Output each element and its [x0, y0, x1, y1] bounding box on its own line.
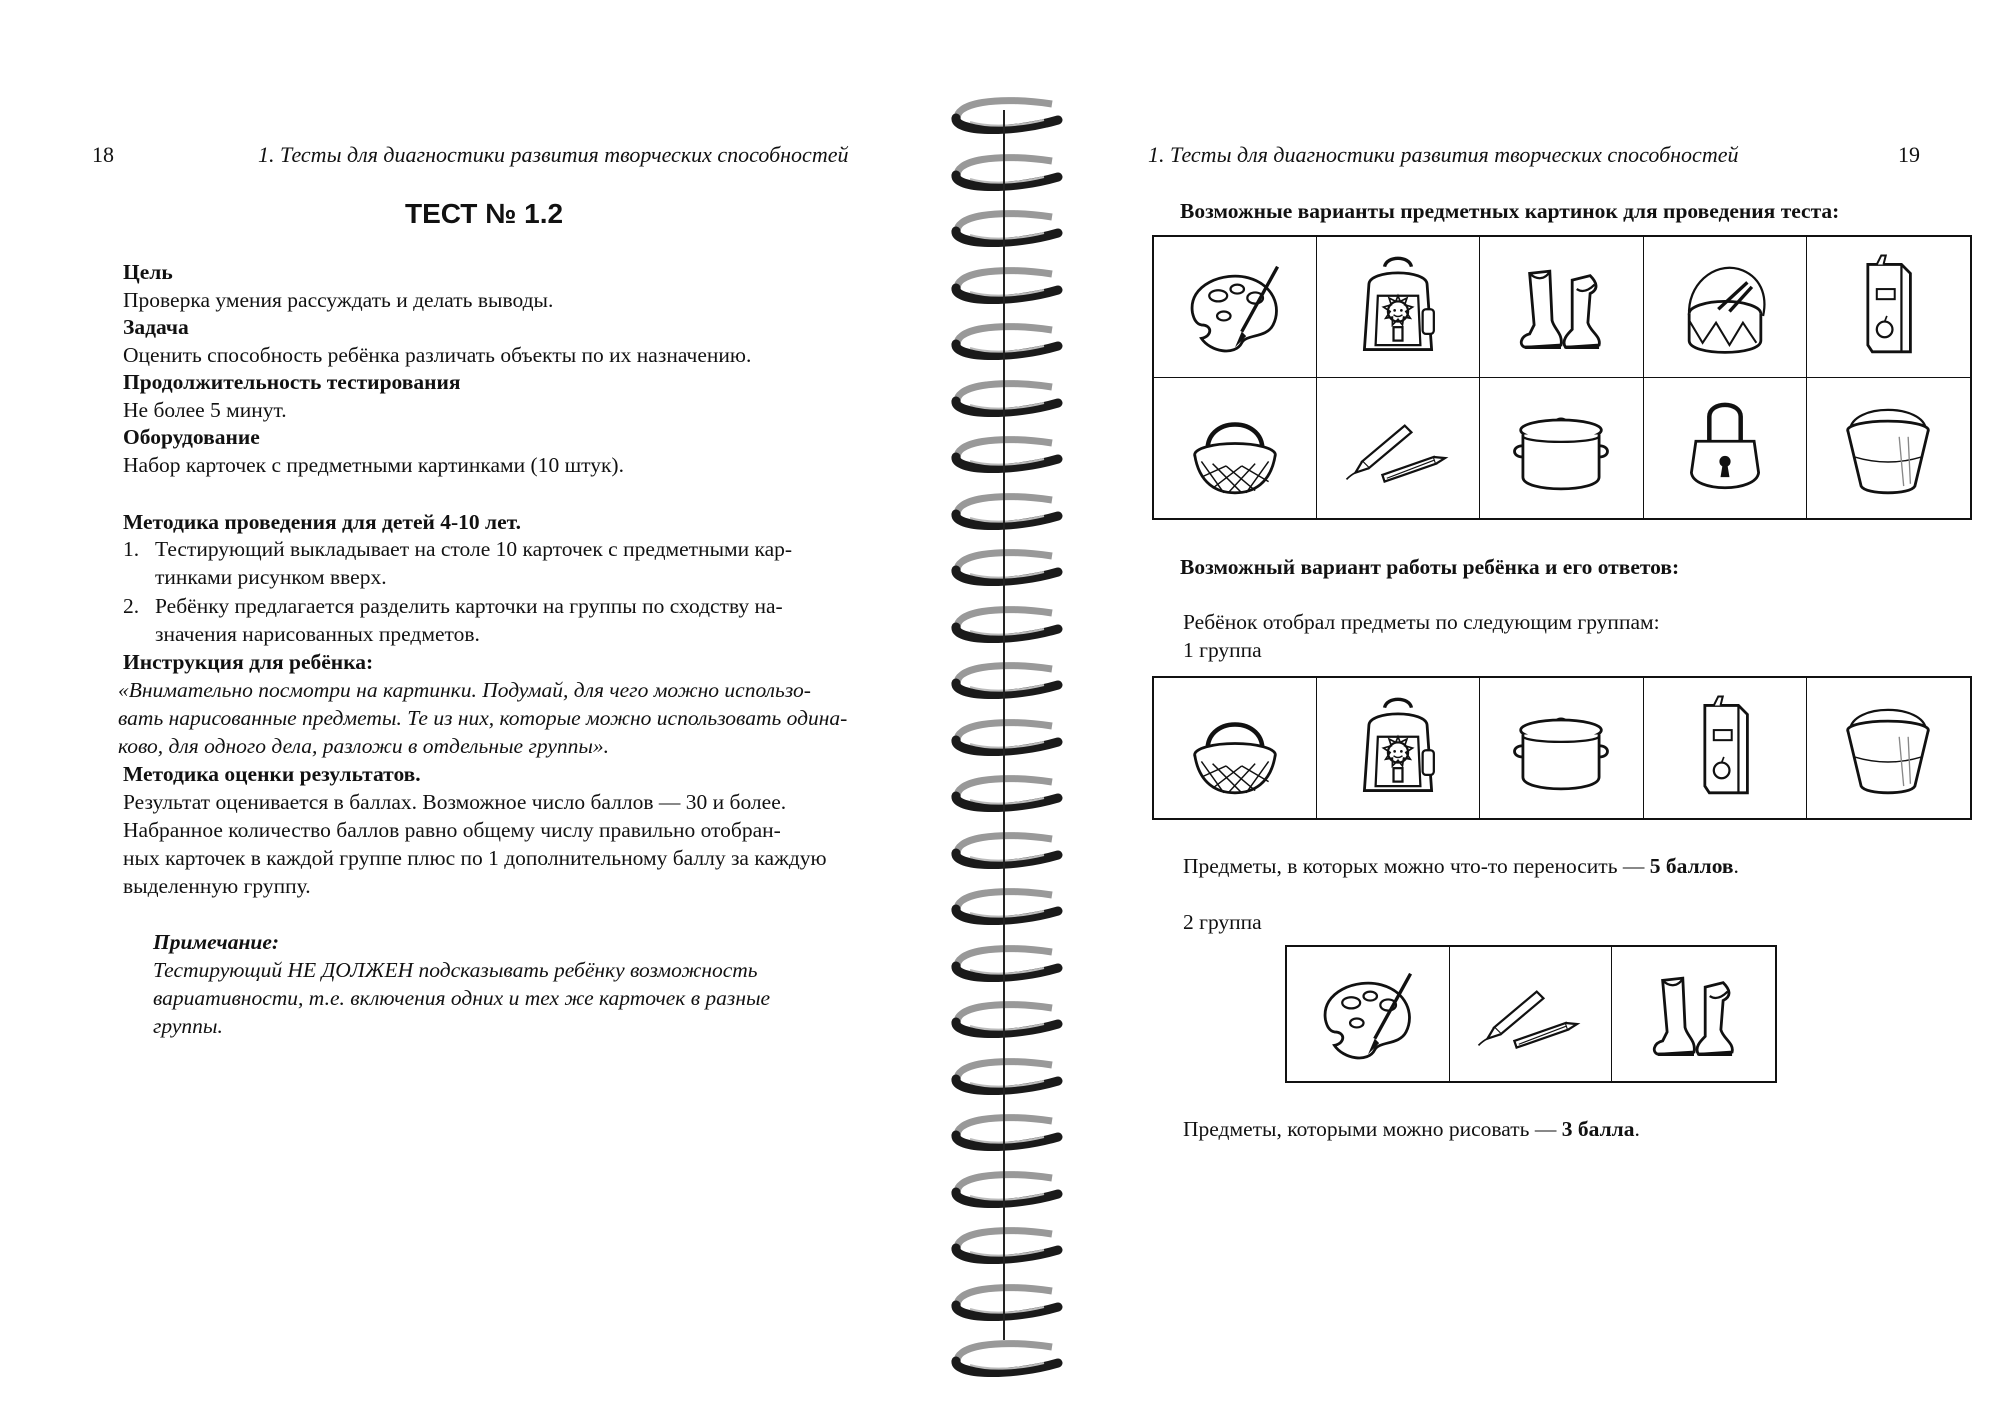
palette-icon [1312, 958, 1424, 1070]
bucket-icon [1832, 392, 1944, 504]
binding-ring [940, 318, 1070, 364]
pencils-icon [1342, 392, 1454, 504]
binding-ring [940, 375, 1070, 421]
goal-label: Цель [123, 260, 173, 284]
binding-ring [940, 1222, 1070, 1268]
note-line: Тестирующий НЕ ДОЛЖЕН подсказывать ребёнку возможность [153, 958, 758, 982]
binding-ring [940, 544, 1070, 590]
evaluation-line: выделенную группу. [123, 874, 311, 898]
group2-grid [1285, 945, 1777, 1083]
note-line: группы. [153, 1014, 223, 1038]
step-text: Тестирующий выкладывает на столе 10 карточек с предметными кар- [155, 537, 793, 561]
step-number: 1. [123, 537, 140, 561]
group2-period: . [1634, 1117, 1640, 1141]
bucket-icon [1832, 692, 1944, 804]
binding-ring [940, 431, 1070, 477]
binding-ring [940, 714, 1070, 760]
group1-card [1480, 678, 1643, 818]
left-page [0, 0, 960, 1417]
equipment-label: Оборудование [123, 425, 260, 449]
binding-ring [940, 940, 1070, 986]
evaluation-line: Результат оценивается в баллах. Возможное число баллов — 30 и более. [123, 790, 787, 814]
answer-heading: Возможный вариант работы ребёнка и его ответов: [1180, 555, 1680, 579]
step-text-cont: значения нарисованных предметов. [155, 622, 480, 646]
instruction-line: «Внимательно посмотри на картинки. Подумай, для чего можно использо- [118, 678, 811, 702]
group2-label: 2 группа [1183, 910, 1262, 934]
page-number-right: 19 [1898, 142, 1920, 167]
variant-card [1154, 378, 1317, 519]
running-head-right: 1. Тесты для диагностики развития творческих способностей [1148, 142, 1739, 167]
running-head-left: 1. Тесты для диагностики развития творческих способностей [258, 142, 849, 167]
drum-icon [1669, 251, 1781, 363]
binding-ring [940, 262, 1070, 308]
task-text: Оценить способность ребёнка различать объекты по их назначению. [123, 343, 752, 367]
binding-ring [940, 92, 1070, 138]
juice-box-icon [1832, 251, 1944, 363]
step-number: 2. [123, 594, 140, 618]
variant-card [1807, 237, 1970, 378]
binding-ring [940, 1053, 1070, 1099]
binding-ring [940, 657, 1070, 703]
pot-icon [1505, 692, 1617, 804]
group2-card [1612, 947, 1775, 1081]
group1-grid [1152, 676, 1972, 820]
binding-ring [940, 488, 1070, 534]
binding-ring [940, 770, 1070, 816]
variant-card [1480, 237, 1643, 378]
group1-card [1154, 678, 1317, 818]
binding-ring [940, 205, 1070, 251]
group1-period: . [1733, 854, 1739, 878]
binding-ring [940, 827, 1070, 873]
instruction-label: Инструкция для ребёнка: [123, 650, 374, 674]
group1-caption-text: Предметы, в которых можно что-то переносить — [1183, 854, 1650, 878]
binding-ring [940, 601, 1070, 647]
group1-points: 5 баллов [1649, 854, 1734, 878]
variants-heading: Возможные варианты предметных картинок для проведения теста: [1180, 199, 1840, 223]
step-text: Ребёнку предлагается разделить карточки на группы по сходству на- [155, 594, 783, 618]
answer-intro: Ребёнок отобрал предметы по следующим группам: [1183, 610, 1660, 634]
pencils-icon [1474, 958, 1586, 1070]
instruction-line: вать нарисованные предметы. Те из них, которые можно использовать одина- [118, 706, 848, 730]
binding-ring [940, 996, 1070, 1042]
evaluation-label: Методика оценки результатов. [123, 762, 421, 786]
variant-card [1154, 237, 1317, 378]
basket-icon [1179, 392, 1291, 504]
test-title: ТЕСТ № 1.2 [405, 198, 564, 229]
task-label: Задача [123, 315, 189, 339]
boots-icon [1505, 251, 1617, 363]
binding-ring [940, 1166, 1070, 1212]
boots-icon [1638, 958, 1750, 1070]
group2-caption [1183, 1115, 1640, 1143]
padlock-icon [1669, 392, 1781, 504]
method-label: Методика проведения для детей 4-10 лет. [123, 510, 521, 534]
variant-card [1644, 378, 1807, 519]
instruction-line: ково, для одного дела, разложи в отдельные группы». [118, 734, 610, 758]
duration-label: Продолжительность тестирования [123, 370, 461, 394]
binding-ring [940, 1335, 1070, 1381]
evaluation-line: Набранное количество баллов равно общему числу правильно отобран- [123, 818, 781, 842]
group1-card [1807, 678, 1970, 818]
spiral-binding [940, 80, 1070, 1380]
group1-caption [1183, 852, 1739, 880]
duration-text: Не более 5 минут. [123, 398, 287, 422]
group1-card [1317, 678, 1480, 818]
equipment-text: Набор карточек с предметными картинками (10 штук). [123, 453, 624, 477]
binding-ring [940, 1279, 1070, 1325]
variant-card [1317, 237, 1480, 378]
group1-label: 1 группа [1183, 638, 1262, 662]
group1-card [1644, 678, 1807, 818]
note-label: Примечание: [153, 930, 280, 954]
step-text-cont: тинками рисунком вверх. [155, 565, 387, 589]
evaluation-line: ных карточек в каждой группе плюс по 1 дополнительному баллу за каждую [123, 846, 827, 870]
group2-card [1287, 947, 1450, 1081]
page-number-left: 18 [92, 142, 114, 167]
group2-points: 3 балла [1561, 1117, 1635, 1141]
variants-grid [1152, 235, 1972, 520]
variant-card [1480, 378, 1643, 519]
variant-card [1317, 378, 1480, 519]
variant-card [1644, 237, 1807, 378]
variant-card [1807, 378, 1970, 519]
juice-box-icon [1669, 692, 1781, 804]
note-line: вариативности, т.е. включения одних и тех же карточек в разные [153, 986, 771, 1010]
backpack-icon [1342, 251, 1454, 363]
group2-caption-text: Предметы, которыми можно рисовать — [1183, 1117, 1562, 1141]
palette-icon [1179, 251, 1291, 363]
goal-text: Проверка умения рассуждать и делать выводы. [123, 288, 554, 312]
group2-card [1450, 947, 1613, 1081]
backpack-icon [1342, 692, 1454, 804]
binding-ring [940, 149, 1070, 195]
binding-ring [940, 883, 1070, 929]
binding-ring [940, 1109, 1070, 1155]
page-gutter-line [1003, 110, 1005, 1340]
pot-icon [1505, 392, 1617, 504]
right-page [1080, 0, 2000, 1417]
basket-icon [1179, 692, 1291, 804]
